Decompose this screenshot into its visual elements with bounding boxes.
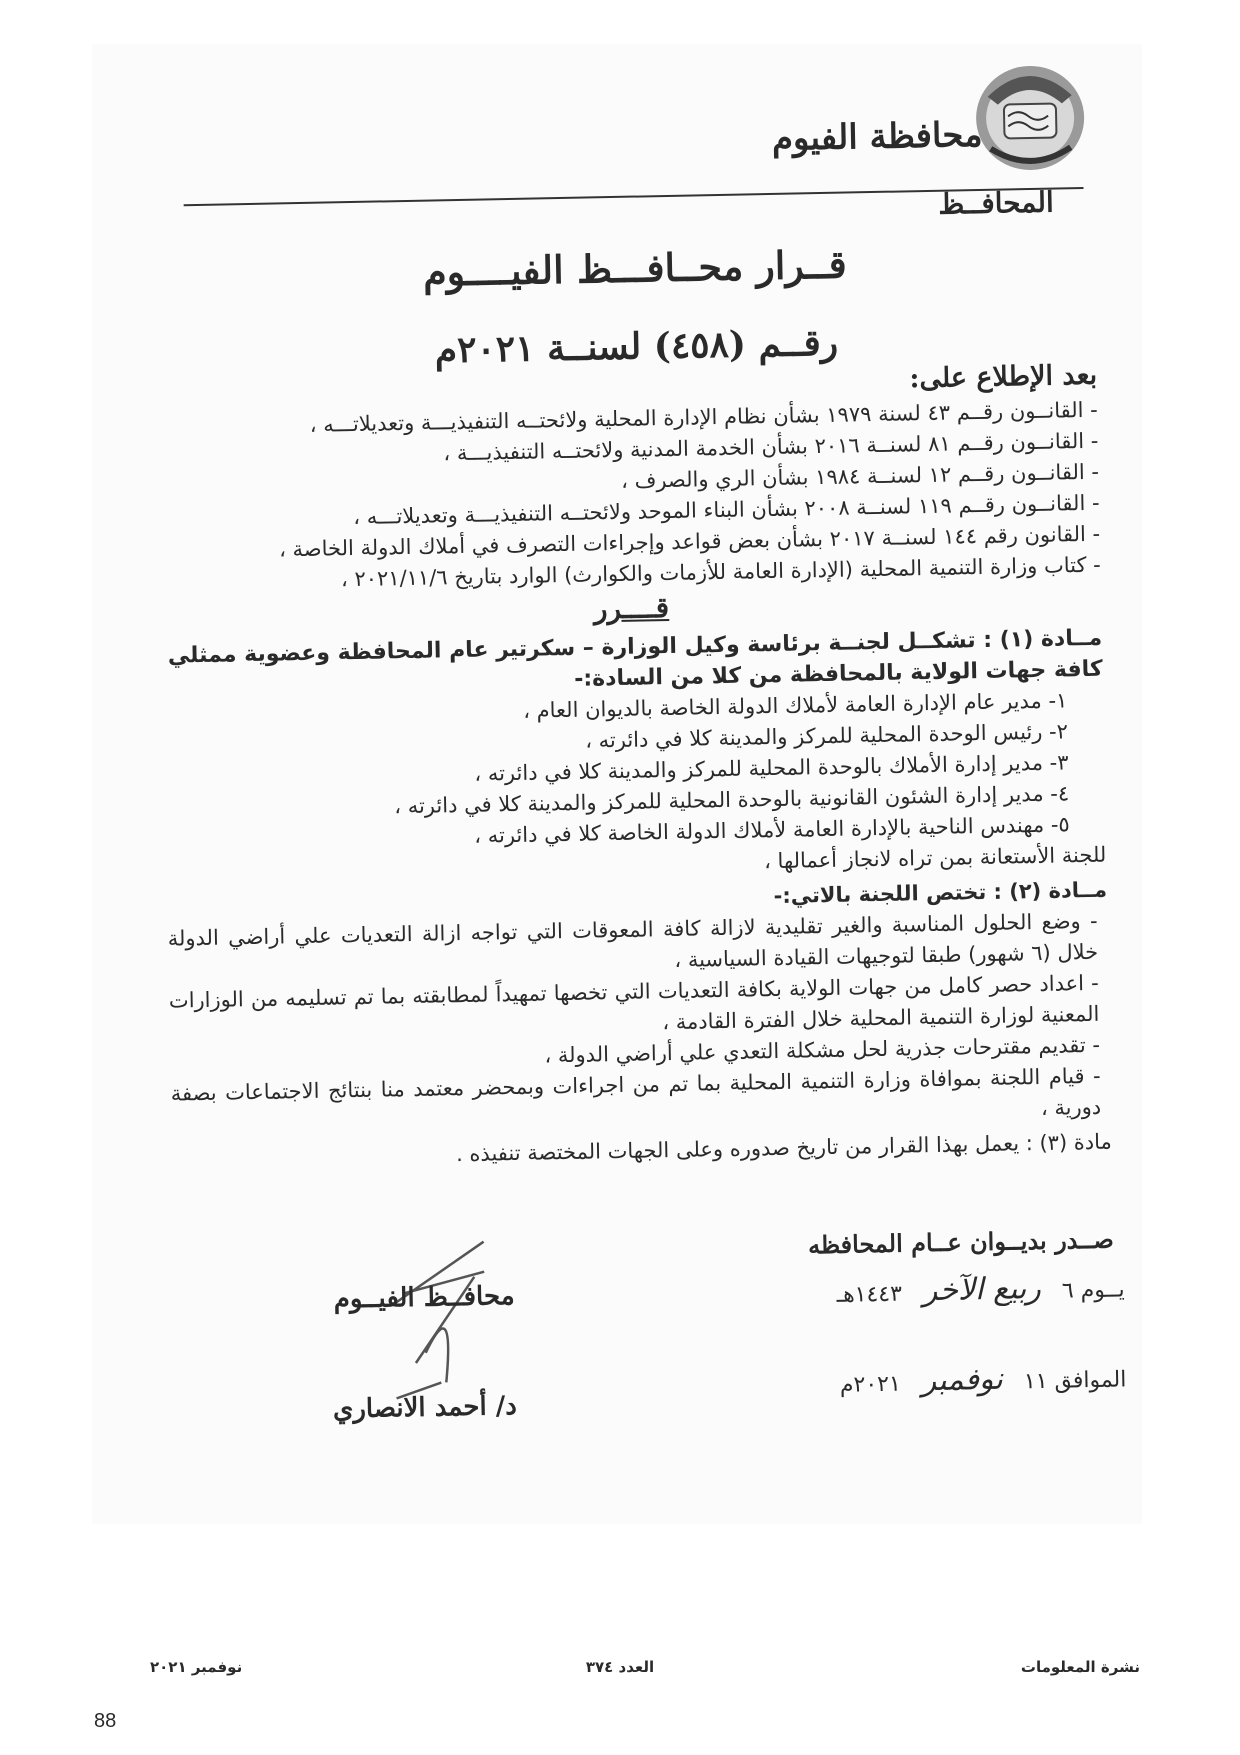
issued-at: صــدر بديــوان عــام المحافظه bbox=[807, 1224, 1114, 1260]
hijri-month-handwritten: ربيع الآخر bbox=[922, 1270, 1042, 1309]
gregorian-date bbox=[839, 1359, 1126, 1399]
decree-title: قــرار محــافـــظ الفيــــوم bbox=[422, 241, 848, 295]
signer-name: د/ أحمد الانصاري bbox=[332, 1391, 518, 1425]
committee-member: ٢- رئيس الوحدة المحلية للمركز والمدينة كلا في دائرته ، bbox=[584, 719, 1069, 753]
article-2-heading: مــادة (٢) : تختص اللجنة بالاتي:- bbox=[773, 877, 1108, 909]
committee-task: - قيام اللجنة بموافاة وزارة التنمية المحلية بما تم من اجراءات وبمحضر معتمد منا بنتائج الاجتماعات بصفة دورية ، bbox=[170, 1063, 1102, 1120]
reference-item: - القانون رقم ١٤٤ لسنــة ٢٠١٧ بشأن بعض قواعد وإجراءات التصرف في أملاك الدولة الخاصة ، bbox=[278, 521, 1101, 562]
greg-year: ٢٠٢١م bbox=[839, 1371, 901, 1398]
article-3: مادة (٣) : يعمل بهذا القرار من تاريخ صدوره وعلى الجهات المختصة تنفيذه . bbox=[455, 1129, 1113, 1167]
scanned-page bbox=[92, 44, 1142, 1524]
article-1-note: للجنة الأستعانة بمن تراه لانجاز أعمالها ، bbox=[763, 842, 1107, 874]
reference-item: - القانــون رقــم ١١٩ لسنــة ٢٠٠٨ بشأن البناء الموحد ولائحتــه التنفيذيـــة وتعديلاتـــه ، bbox=[353, 490, 1100, 530]
governorate-seal-icon bbox=[969, 55, 1091, 177]
decree-number: رقــم (٤٥٨) لسنــة ٢٠٢١م bbox=[434, 321, 839, 372]
committee-member: ٥- مهندس الناحية بالإدارة العامة لأملاك الدولة الخاصة كلا في دائرته ، bbox=[474, 812, 1070, 848]
committee-member: ١- مدير عام الإدارة العامة لأملاك الدولة الخاصة بالديوان العام ، bbox=[522, 688, 1068, 723]
hijri-date bbox=[836, 1269, 1125, 1310]
governorate-name: محافظة الفيوم bbox=[771, 114, 983, 159]
signature-icon bbox=[333, 1231, 536, 1405]
reference-item: - القانــون رقــم ١٢ لسنــة ١٩٨٤ بشأن الري والصرف ، bbox=[620, 459, 1100, 493]
signer-title: محافــظ الفيــوم bbox=[333, 1281, 515, 1315]
reference-item: - كتاب وزارة التنمية المحلية (الإدارة العامة للأزمات والكوارث) الوارد بتاريخ ٢٠٢١/١١/٦ ، bbox=[340, 552, 1101, 592]
scanned-content bbox=[92, 44, 1142, 1524]
hijri-date-prefix: يــوم ٦ bbox=[1061, 1277, 1125, 1304]
committee-task: - اعداد حصر كامل من جهات الولاية بكافة التعديات التي تخصها تمهيداً لمطابقته بما تم تسليمه من الوزارات المعنية لوزارة التنمية المحلية خلال الفترة القادمة ، bbox=[168, 970, 1100, 1035]
footer-date: نوفمبر ٢٠٢١ bbox=[150, 1658, 243, 1676]
reference-item: - القانــون رقــم ٤٣ لسنة ١٩٧٩ بشأن نظام الإدارة المحلية ولائحتــه التنفيذيـــة وتعديلاتـــه ، bbox=[309, 397, 1098, 437]
references-heading: بعد الإطلاع على: bbox=[909, 359, 1098, 395]
decree-body bbox=[157, 357, 1112, 1176]
footer-issue: العدد ٣٧٤ bbox=[585, 1658, 655, 1676]
committee-task: - وضع الحلول المناسبة والغير تقليدية لازالة كافة المعوقات التي تواجه ازالة التعديات علي أراضي الدولة خلال (٦ شهور) طبقا لتوجيهات القيادة السياسية ، bbox=[167, 908, 1099, 972]
committee-member: ٤- مدير إدارة الشئون القانونية بالوحدة المحلية للمركز والمدينة كلا في دائرته ، bbox=[394, 781, 1070, 819]
article-1: مــادة (١) : تشكــل لجنــة برئاسة وكيل الوزارة – سكرتير عام المحافظة وعضوية ممثلي كافة جهات الولاية بالمحافظة من كلا من السادة:- bbox=[167, 625, 1103, 692]
committee-member: ٣- مدير إدارة الأملاك بالوحدة المحلية للمركز والمدينة كلا في دائرته ، bbox=[474, 750, 1069, 786]
closing-block bbox=[174, 1225, 1114, 1272]
reference-item: - القانــون رقــم ٨١ لسنــة ٢٠١٦ بشأن الخدمة المدنية ولائحتــه التنفيذيـــة ، bbox=[443, 428, 1099, 466]
decided-heading: قــــرر bbox=[593, 590, 670, 626]
office-label: المحافــظ bbox=[937, 185, 1055, 221]
footer-publication: نشرة المعلومات bbox=[1020, 1658, 1140, 1676]
page-number: 88 bbox=[94, 1710, 117, 1732]
greg-date-prefix: الموافق ١١ bbox=[1023, 1367, 1127, 1395]
committee-task: - تقديم مقترحات جذرية لحل مشكلة التعدي علي أراضي الدولة ، bbox=[544, 1032, 1101, 1068]
hijri-year: ١٤٤٣هـ bbox=[836, 1281, 903, 1308]
greg-month-handwritten: نوفمبر bbox=[921, 1361, 1004, 1399]
